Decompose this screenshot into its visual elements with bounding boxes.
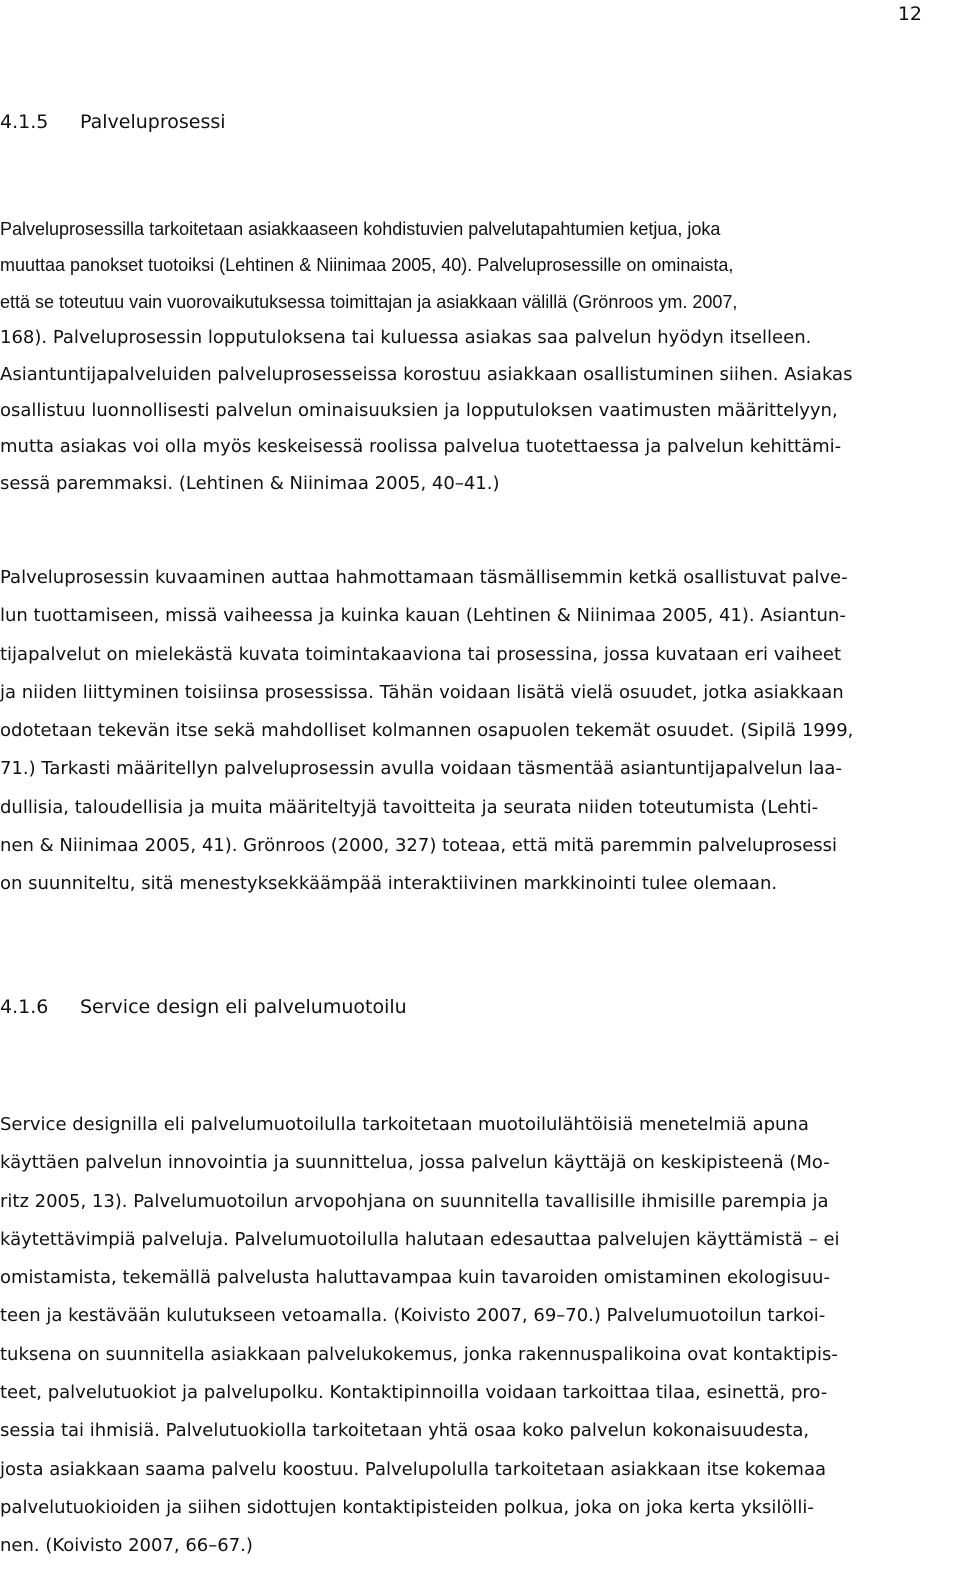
section-number: 4.1.5 [0,111,49,133]
paragraph-line: teen ja kestävään kulutukseen vetoamalla. (Koivisto 2007, 69–70.) Palvelumuotoilun tarkoi- [0,1305,826,1327]
page-number: 12 [897,3,922,25]
paragraph-line: ritz 2005, 13). Palvelumuotoilun arvopohjana on suunnitella tavallisille ihmisille parempia ja [0,1190,829,1212]
section-title: Service design eli palvelumuotoilu [80,996,407,1018]
paragraph-line: osallistuu luonnollisesti palvelun ominaisuuksien ja lopputuloksen vaatimusten määrittelyyn, [0,400,838,422]
paragraph-line: Palveluprosessin kuvaaminen auttaa hahmottamaan täsmällisemmin ketkä osallistuvat palve- [0,567,848,588]
paragraph-line: nen. (Koivisto 2007, 66–67.) [0,1535,253,1557]
paragraph-line: 168). Palveluprosessin lopputuloksena tai kuluessa asiakas saa palvelun hyödyn itselleen. [0,327,812,349]
paragraph-line: käytettävimpiä palveluja. Palvelumuotoilulla halutaan edesauttaa palvelujen käyttämistä – ei [0,1228,840,1250]
section-number: 4.1.6 [0,996,49,1018]
paragraph-line: lun tuottamiseen, missä vaiheessa ja kuinka kauan (Lehtinen & Niinimaa 2005, 41). Asiantun- [0,605,846,627]
paragraph-line: nen & Niinimaa 2005, 41). Grönroos (2000, 327) toteaa, että mitä paremmin palveluprosessi [0,835,838,857]
paragraph-line: josta asiakkaan saama palvelu koostuu. Palvelupolulla tarkoitetaan asiakkaan itse kokemaa [0,1458,827,1480]
section-title: Palveluprosessi [80,111,226,133]
paragraph-2 [0,559,853,904]
paragraph-line: mutta asiakas voi olla myös keskeisessä roolissa palvelua tuotettaessa ja palvelun kehittämi- [0,436,842,458]
paragraph-line: dullisia, taloudellisia ja muita määriteltyjä tavoitteita ja seurata niiden toteutumista (Lehti- [0,796,819,818]
paragraph-line: muuttaa panokset tuotoiksi (Lehtinen & Niinimaa 2005, 40). Palveluprosessille on ominaista, [0,255,734,276]
paragraph-line: teet, palvelutuokiot ja palvelupolku. Kontaktipinnoilla voidaan tarkoittaa tilaa, esinettä, pro- [0,1382,828,1404]
paragraph-line: on suunniteltu, sitä menestyksekkäämpää interaktiivinen markkinointi tulee olemaan. [0,873,778,895]
paragraph-line: käyttäen palvelun innovointia ja suunnittelua, jossa palvelun käyttäjä on keskipisteenä (Mo- [0,1152,830,1174]
paragraph-1 [0,211,852,502]
paragraph-3 [0,1106,840,1566]
paragraph-line: että se toteutuu vain vuorovaikutuksessa toimittajan ja asiakkaan välillä (Grönroos ym. 2007, [0,291,738,312]
paragraph-line: sessä paremmaksi. (Lehtinen & Niinimaa 2005, 40–41.) [0,472,500,494]
paragraph-line: odotetaan tekevän itse sekä mahdolliset kolmannen osapuolen tekemät osuudet. (Sipilä 1999, [0,720,854,742]
section-heading-palveluprosessi [0,110,226,134]
paragraph-line: sessia tai ihmisiä. Palvelutuokiolla tarkoitetaan yhtä osaa koko palvelun kokonaisuudesta, [0,1420,810,1442]
paragraph-line: 71.) Tarkasti määritellyn palveluprosessin avulla voidaan täsmentää asiantuntijapalvelun laa- [0,758,842,780]
paragraph-line: Asiantuntijapalveluiden palveluprosesseissa korostuu asiakkaan osallistuminen siihen. Asiakas [0,363,853,385]
paragraph-line: Palveluprosessilla tarkoitetaan asiakkaaseen kohdistuvien palvelutapahtumien ketjua, joka [0,219,721,239]
paragraph-line: palvelutuokioiden ja siihen sidottujen kontaktipisteiden polkua, joka on joka kerta yksilölli- [0,1496,814,1518]
section-heading-service-design [0,995,407,1019]
paragraph-line: ja niiden liittyminen toisiinsa prosessissa. Tähän voidaan lisätä vielä osuudet, jotka asiakkaan [0,681,844,703]
paragraph-line: Service designilla eli palvelumuotoilulla tarkoitetaan muotoilulähtöisiä menetelmiä apuna [0,1114,809,1135]
paragraph-line: tijapalvelut on mielekästä kuvata toimintakaaviona tai prosessina, jossa kuvataan eri vaiheet [0,643,842,665]
paragraph-line: omistamista, tekemällä palvelusta haluttavampaa kuin tavaroiden omistaminen ekologisuu- [0,1267,830,1289]
paragraph-line: tuksena on suunnitella asiakkaan palvelukokemus, jonka rakennuspalikoina ovat kontaktipis- [0,1343,838,1365]
